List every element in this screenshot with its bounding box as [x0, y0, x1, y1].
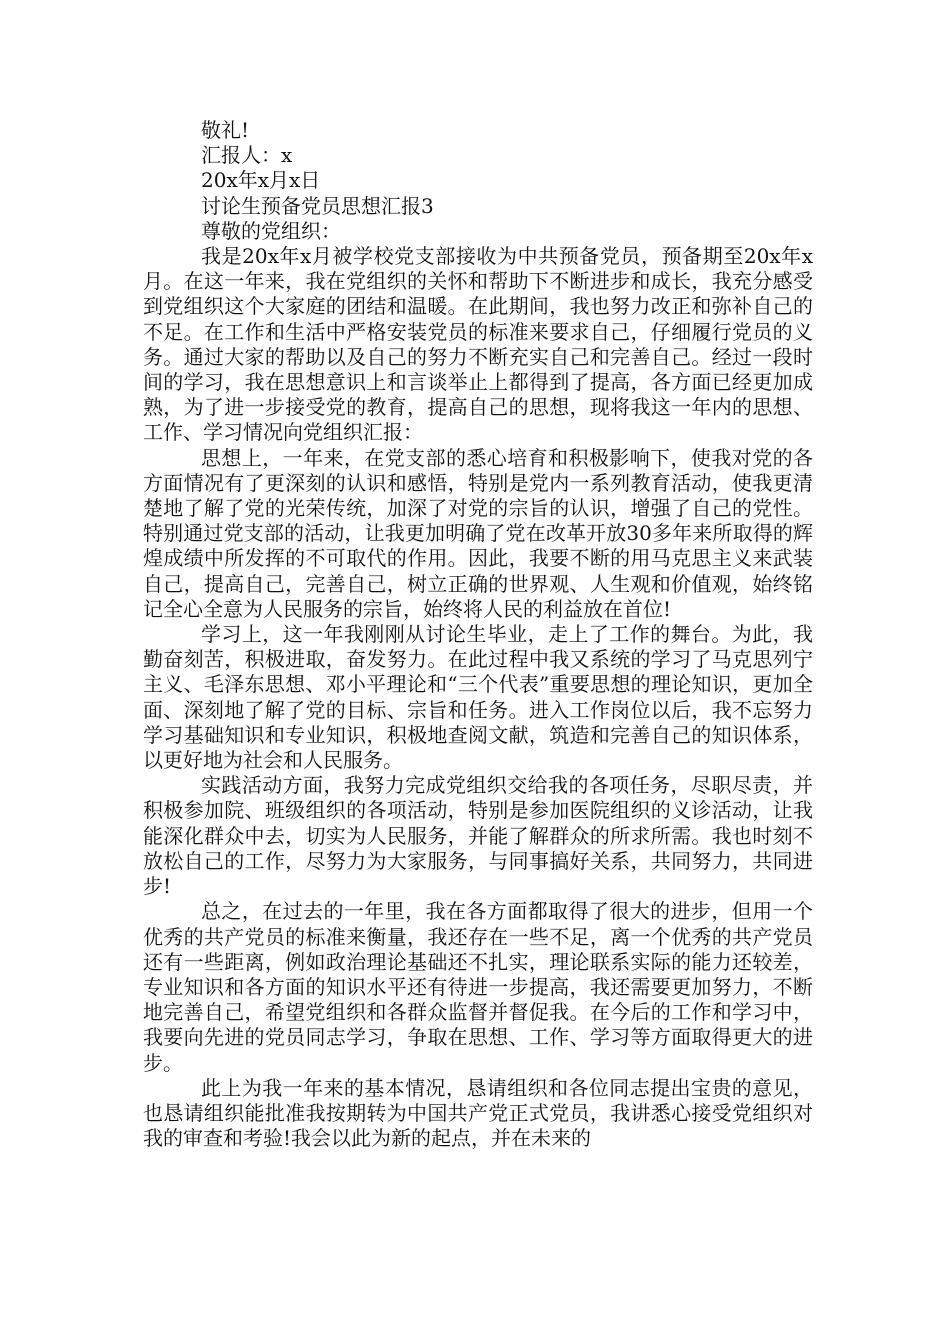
paragraph-intro: 我是20x年x月被学校党支部接收为中共预备党员，预备期至20x年x月。在这一年来，我在党组织的关怀和帮助下不断进步和成长，我充分感受到党组织这个大家庭的团结和温暖。在此期间，我也努力改正和弥补自己的不足。在工作和生活中严格安装党员的标准来要求自己，仔细履行党员的义务。通过大家的帮助以及自己的努力不断充实自己和完善自己。经过一段时间的学习，我在思想意识上和言谈举止上都得到了提高，各方面已经更加成熟，为了进一步接受党的教育，提高自己的思想，现将我这一年内的思想、工作、学习情况向党组织汇报：: [143, 244, 813, 445]
paragraph-study: 学习上，这一年我刚刚从讨论生毕业，走上了工作的舞台。为此，我勤奋刻苦，积极进取，奋发努力。在此过程中我又系统的学习了马克思列宁主义、毛泽东思想、邓小平理论和“三个代表”重要思想的理论知识，更加全面、深刻地了解了党的目标、宗旨和任务。进入工作岗位以后，我不忘努力学习基础知识和专业知识，积极地查阅文献，筑造和完善自己的知识体系，以更好地为社会和人民服务。: [143, 622, 813, 773]
document-title: 讨论生预备党员思想汇报3: [201, 193, 434, 218]
paragraph-practice: 实践活动方面，我努力完成党组织交给我的各项任务，尽职尽责，并积极参加院、班级组织的各项活动，特别是参加医院组织的义诊活动，让我能深化群众中去，切实为人民服务，并能了解群众的所求所需。我也时刻不放松自己的工作，尽努力为大家服务，与同事搞好关系，共同努力，共同进步!: [143, 773, 813, 899]
reporter-line: 汇报人：x: [201, 143, 293, 168]
paragraph-closing: 此上为我一年来的基本情况，恳请组织和各位同志提出宝贵的意见，也恳请组织能批准我按期转为中国共产党正式党员，我讲悉心接受党组织对我的审查和考验!我会以此为新的起点，并在未来的: [143, 1075, 813, 1151]
date-line: 20x年x月x日: [201, 168, 321, 193]
document-page: [143, 118, 813, 1151]
greeting-line: 尊敬的党组织：: [201, 218, 341, 243]
paragraph-thought: 思想上，一年来，在党支部的悉心培育和积极影响下，使我对党的各方面情况有了更深刻的认识和感悟，特别是党内一系列教育活动，使我更清楚地了解了党的光荣传统，加深了对党的宗旨的认识，增强了自己的党性。特别通过党支部的活动，让我更加明确了党在改革开放30多年来所取得的辉煌成绩中所发挥的不可取代的作用。因此，我要不断的用马克思主义来武装自己，提高自己，完善自己，树立正确的世界观、人生观和价值观，始终铭记全心全意为人民服务的宗旨，始终将人民的利益放在首位!: [143, 445, 813, 621]
paragraph-summary: 总之，在过去的一年里，我在各方面都取得了很大的进步，但用一个优秀的共产党员的标准来衡量，我还存在一些不足，离一个优秀的共产党员还有一些距离，例如政治理论基础还不扎实，理论联系实际的能力还较差，专业知识和各方面的知识水平还有待进一步提高，我还需要更加努力，不断地完善自己，希望党组织和各群众监督并督促我。在今后的工作和学习中，我要向先进的党员同志学习，争取在思想、工作、学习等方面取得更大的进步。: [143, 899, 813, 1075]
closing-salutation: 敬礼!: [201, 118, 250, 142]
